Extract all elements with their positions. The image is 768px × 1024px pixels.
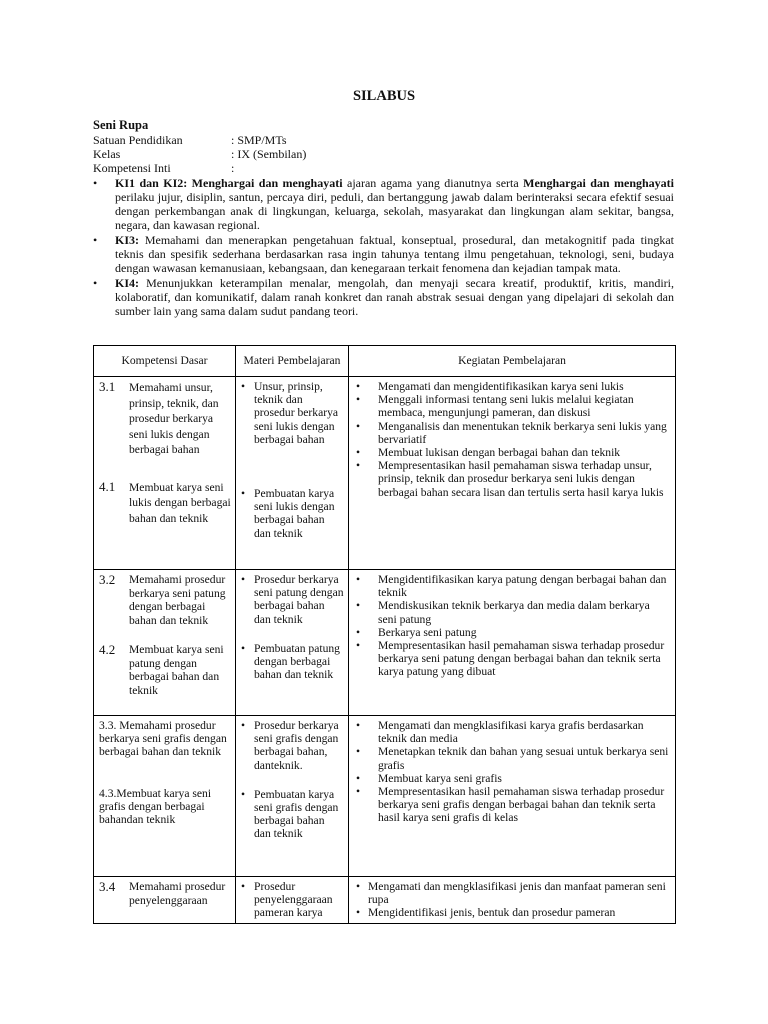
kegiatan-text: Mengamati dan mengidentifikasikan karya seni lukis xyxy=(378,380,624,393)
meta-label: Kelas xyxy=(93,147,121,161)
materi-text: Prosedur berkarya seni grafis dengan berbagai bahan, danteknik. xyxy=(254,719,339,772)
bullet-icon: • xyxy=(356,380,361,393)
meta-row-ki xyxy=(93,161,234,175)
table-row xyxy=(94,877,676,924)
materi-item xyxy=(241,788,344,841)
bullet-icon: • xyxy=(356,599,361,613)
bullet-icon: • xyxy=(241,787,246,801)
bullet-icon: • xyxy=(241,380,246,393)
kd-number: 3.2 xyxy=(99,572,116,587)
subject-heading: Seni Rupa xyxy=(93,118,149,132)
kd-text: Memahami unsur, prinsip, teknik, dan prosedur berkarya seni lukis dengan berbagai bahan xyxy=(129,381,219,456)
kd-item xyxy=(99,573,231,627)
bullet-icon: • xyxy=(356,906,361,920)
meta-row-satuan xyxy=(93,133,287,147)
kd-item xyxy=(99,380,231,458)
meta-label: Satuan Pendidikan xyxy=(93,133,183,147)
kegiatan-text: Menggali informasi tentang seni lukis melalui kegiatan membaca, mengunjungi pameran, dan diskusi xyxy=(378,393,634,420)
materi-text: Unsur, prinsip, teknik dan prosedur berkarya seni lukis dengan berbagai bahan xyxy=(254,380,339,446)
ki-text: ajaran agama yang dianutnya serta xyxy=(342,176,524,190)
ki-bold: Menghargai dan menghayati xyxy=(523,176,675,190)
bullet-icon: • xyxy=(356,393,361,407)
kd-number: 3.4 xyxy=(99,879,116,894)
kegiatan-text: Mengamati dan mengklasifikasi jenis dan manfaat pameran seni rupa xyxy=(368,880,666,907)
kegiatan-text: Mempresentasikan hasil pemahaman siswa terhadap unsur, prinsip, teknik dan prosedur berkarya seni lukis dengan berbagai bahan secara lisan dan tertulis serta hasil karya lukis xyxy=(378,459,664,499)
kegiatan-text: Menetapkan teknik dan bahan yang sesuai untuk berkarya seni grafis xyxy=(378,745,669,772)
kd-number: 4.2 xyxy=(99,642,116,657)
bullet-icon: • xyxy=(241,573,246,586)
ki-item-1 xyxy=(93,176,674,232)
kegiatan-item xyxy=(354,906,671,919)
header-materi: Materi Pembelajaran xyxy=(236,346,349,377)
materi-text: Pembuatan karya seni lukis dengan berbagai bahan dan teknik xyxy=(254,487,335,540)
bullet-icon: • xyxy=(241,487,246,501)
kd-text: 4.3.Membuat karya seni grafis dengan berbagai bahandan teknik xyxy=(99,786,212,827)
kegiatan-text: Membuat karya seni grafis xyxy=(378,771,502,785)
header-kegiatan: Kegiatan Pembelajaran xyxy=(349,346,676,377)
kegiatan-text: Mengidentifikasi jenis, bentuk dan prosedur pameran xyxy=(368,906,616,920)
ki-bold: KI4: xyxy=(115,276,139,290)
meta-value: : SMP/MTs xyxy=(231,133,287,147)
materi-item xyxy=(241,380,344,446)
bullet-icon: • xyxy=(356,419,361,433)
bullet-icon: • xyxy=(356,573,361,586)
materi-cell xyxy=(236,377,349,570)
materi-text: Prosedur berkarya seni patung dengan berbagai bahan dan teknik xyxy=(254,573,344,626)
table-row xyxy=(94,377,676,570)
kd-text: Membuat karya seni patung dengan berbagai bahan dan teknik xyxy=(129,643,224,697)
kegiatan-item xyxy=(354,380,671,393)
ki-text: Menunjukkan keterampilan menalar, mengolah, dan menyaji secara kreatif, produktif, kritis, mandiri, kolaboratif, dan komunikatif, dalam ranah konkret dan ranah abstrak sesuai dengan yang dipelajari di sekolah dan sumber lain yang sama dalam sudut pandang teori. xyxy=(115,276,674,318)
kegiatan-cell xyxy=(349,716,676,877)
meta-row-kelas xyxy=(93,147,306,161)
kegiatan-text: Mengidentifikasikan karya patung dengan berbagai bahan dan teknik xyxy=(378,573,667,600)
kegiatan-text: Mempresentasikan hasil pemahaman siswa terhadap prosedur berkarya seni patung dengan berbagai bahan dan teknik serta karya patung yang dibuat xyxy=(378,639,665,679)
materi-cell xyxy=(236,570,349,716)
kd-text: Memahami prosedur penyelenggaraan xyxy=(129,880,226,907)
bullet-icon: • xyxy=(241,641,246,655)
ki-item-4 xyxy=(93,276,674,318)
header-kd: Kompetensi Dasar xyxy=(94,346,236,377)
kegiatan-text: Membuat lukisan dengan berbagai bahan dan teknik xyxy=(378,446,621,460)
bullet-icon: • xyxy=(93,233,98,247)
kd-text: Membuat karya seni lukis dengan berbagai bahan dan teknik xyxy=(129,480,231,525)
kegiatan-text: Berkarya seni patung xyxy=(378,625,477,639)
ki-bold: KI3: xyxy=(115,233,139,247)
kegiatan-text: Mendiskusikan teknik berkarya dan media dalam berkarya seni patung xyxy=(378,599,650,626)
bullet-icon: • xyxy=(356,459,361,473)
materi-text: Pembuatan karya seni grafis dengan berbagai bahan dan teknik xyxy=(254,787,339,841)
kegiatan-item xyxy=(354,420,671,446)
materi-cell xyxy=(236,877,349,924)
kegiatan-item xyxy=(354,446,671,459)
table-header-row xyxy=(94,346,676,377)
bullet-icon: • xyxy=(356,446,361,460)
kegiatan-item xyxy=(354,459,671,499)
kegiatan-item xyxy=(354,719,671,745)
kegiatan-item xyxy=(354,639,671,679)
table-row xyxy=(94,716,676,877)
materi-item xyxy=(241,719,344,772)
bullet-icon: • xyxy=(356,639,361,653)
kd-cell xyxy=(94,570,236,716)
ki-bold: KI1 dan KI2: Menghargai dan menghayati xyxy=(115,176,343,190)
materi-item xyxy=(241,573,344,626)
ki-item-3 xyxy=(93,233,674,275)
kd-cell xyxy=(94,377,236,570)
kd-text: 3.3. Memahami prosedur berkarya seni grafis dengan berbagai bahan dan teknik xyxy=(99,719,227,759)
bullet-icon: • xyxy=(356,625,361,639)
meta-value: : IX (Sembilan) xyxy=(231,147,307,161)
meta-label: Kompetensi Inti xyxy=(93,161,171,175)
kd-cell xyxy=(94,716,236,877)
materi-item xyxy=(241,642,344,682)
bullet-icon: • xyxy=(241,880,246,893)
kegiatan-item xyxy=(354,772,671,785)
materi-text: Pembuatan patung dengan berbagai bahan dan teknik xyxy=(254,641,340,682)
kegiatan-item xyxy=(354,599,671,625)
table-row xyxy=(94,570,676,716)
materi-cell xyxy=(236,716,349,877)
bullet-icon: • xyxy=(356,745,361,759)
kegiatan-item xyxy=(354,745,671,771)
ki-list xyxy=(93,176,674,319)
kd-item xyxy=(99,643,231,697)
kegiatan-item xyxy=(354,573,671,599)
page-title: SILABUS xyxy=(352,88,416,104)
syllabus-table xyxy=(93,345,676,924)
materi-item xyxy=(241,487,344,540)
kegiatan-text: Mengamati dan mengklasifikasi karya grafis berdasarkan teknik dan media xyxy=(378,719,644,746)
bullet-icon: • xyxy=(93,276,98,290)
kegiatan-cell xyxy=(349,877,676,924)
kegiatan-item xyxy=(354,785,671,825)
bullet-icon: • xyxy=(356,771,361,785)
kegiatan-item xyxy=(354,626,671,639)
kd-item xyxy=(99,880,231,907)
materi-text: Prosedur penyelenggaraan pameran karya xyxy=(254,880,333,920)
kd-text: Memahami prosedur berkarya seni patung dengan berbagai bahan dan teknik xyxy=(129,573,226,627)
kegiatan-item xyxy=(354,880,671,906)
ki-text: perilaku jujur, disiplin, santun, percaya diri, peduli, dan bertanggung jawab dalam berinteraksi secara efektif sesuai dengan perkembangan anak di lingkungan, keluarga, sekolah, masyarakat dan lingkungan alam sekitar, bangsa, negara, dan kawasan regional. xyxy=(115,190,674,232)
kd-cell xyxy=(94,877,236,924)
kd-item xyxy=(99,480,231,527)
materi-item xyxy=(241,880,344,920)
bullet-icon: • xyxy=(356,880,361,893)
bullet-icon: • xyxy=(356,785,361,799)
kegiatan-text: Menganalisis dan menentukan teknik berkarya seni lukis yang bervariatif xyxy=(378,419,667,446)
kegiatan-text: Mempresentasikan hasil pemahaman siswa terhadap prosedur berkarya seni grafis dengan berbagai bahan dan teknik serta hasil karya seni grafis di kelas xyxy=(378,785,665,825)
bullet-icon: • xyxy=(241,719,246,732)
meta-value: : xyxy=(231,161,235,175)
kegiatan-cell xyxy=(349,377,676,570)
kegiatan-item xyxy=(354,393,671,419)
kegiatan-cell xyxy=(349,570,676,716)
bullet-icon: • xyxy=(93,176,98,190)
kd-number: 3.1 xyxy=(99,379,116,394)
ki-text: Memahami dan menerapkan pengetahuan faktual, konseptual, prosedural, dan metakognitif pada tingkat teknis dan spesifik sederhana berdasarkan rasa ingin tahunya tentang ilmu pengetahuan, teknologi, seni, budaya dengan wawasan kemanusiaan, kebangsaan, dan kenegaraan terkait fenomena dan kejadian tampak mata. xyxy=(115,233,674,275)
kd-number: 4.1 xyxy=(99,478,116,494)
bullet-icon: • xyxy=(356,719,361,732)
